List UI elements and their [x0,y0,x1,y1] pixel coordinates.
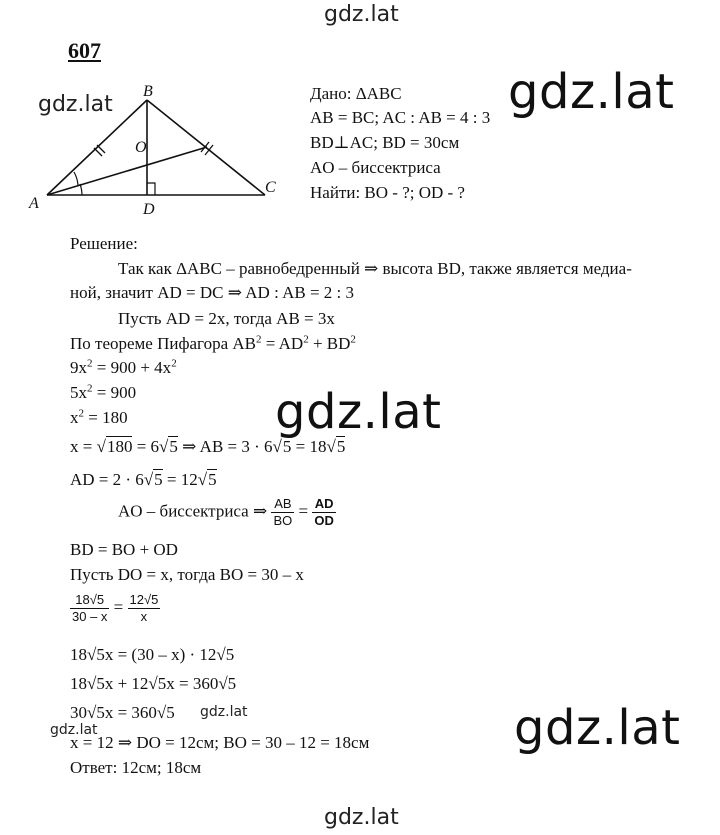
problem-number: 607 [68,38,101,63]
solution-line-11: BD = BO + OD [70,540,178,559]
solution-line-16: 30√5x = 360√5 [70,703,175,722]
watermark-left-tiny: gdz.lat [50,722,98,738]
watermark-left: gdz.lat [38,92,113,117]
label-d: D [143,201,155,218]
label-a: A [29,195,39,212]
solution-line-1: Так как ΔABC – равнобедренный ⇒ высота BD, также является медиа- [118,259,632,278]
solution-line-5: $9x^2 = 900 + 4x^2$ [70,357,177,377]
solution-line-10: AO – биссектриса ⇒ $\frac{AB}{BO}$ = $\frac{AD}{OD}$ [118,496,334,528]
solution-line-12: Пусть DO = x, тогда BO = 30 – x [70,565,304,584]
fraction-12sqrt5: $\frac{12√5}{x}$ [129,592,159,624]
solution-line-8: x = √180 = 6√5 ⇒ AB = 3 · 6√5 = 18√5 [70,437,346,456]
solution-line-13: $\frac{18√5}{30 - x}$ = $\frac{12√5}{x}$ [72,592,159,624]
solution-line-6: $5x^2 = 900$ [70,382,137,402]
solution-line-4: По теореме Пифагора $AB^2 = AD^2 + BD^2$ [70,333,356,353]
solution-line-15: 18√5x + 12√5x = 360√5 [70,674,237,693]
label-c: C [265,179,276,196]
answer-line: Ответ: 12см; 18см [70,758,202,777]
bisector-ao [47,147,207,195]
fraction-ab-bo: $\frac{AB}{BO}$ [273,496,293,528]
label-b: B [143,83,153,100]
watermark-center: gdz.lat [275,384,442,440]
watermark-right-bottom: gdz.lat [514,700,681,756]
given-line-2: AB = BC; AC : AB = 4 : 3 [310,108,491,127]
watermark-bottom: gdz.lat [324,805,399,830]
right-angle-mark [147,183,155,195]
given-line-4: AO – биссектриса [310,158,441,177]
solution-line-14: 18√5x = (30 – x) · 12√5 [70,645,235,664]
watermark-right-top: gdz.lat [508,64,675,120]
solution-heading: Решение: [70,234,138,253]
triangle-figure [25,80,295,220]
solution-line-7: $x^2 = 180$ [70,407,128,427]
solution-line-17: x = 12 ⇒ DO = 12см; BO = 30 – 12 = 18см [70,733,370,752]
watermark-top: gdz.lat [324,2,399,27]
solution-line-2: ной, значит AD = DC ⇒ AD : AB = 2 : 3 [70,283,355,302]
given-line-5: Найти: BO - ?; OD - ? [310,183,465,202]
fraction-18sqrt5: $\frac{18√5}{30 - x}$ [72,592,108,624]
watermark-inline: gdz.lat [200,704,248,720]
label-o: O [135,139,147,156]
angle-arc-1 [80,184,82,195]
given-line-1: Дано: ΔABC [310,84,402,103]
solution-line-9: AD = 2 · 6√5 = 12√5 [70,470,217,489]
angle-arc-2 [74,172,78,185]
given-line-3: BD⊥AC; BD = 30см [310,133,460,152]
fraction-ad-od: $\frac{AD}{OD}$ [314,496,334,528]
solution-line-3: Пусть AD = 2x, тогда AB = 3x [118,309,335,328]
